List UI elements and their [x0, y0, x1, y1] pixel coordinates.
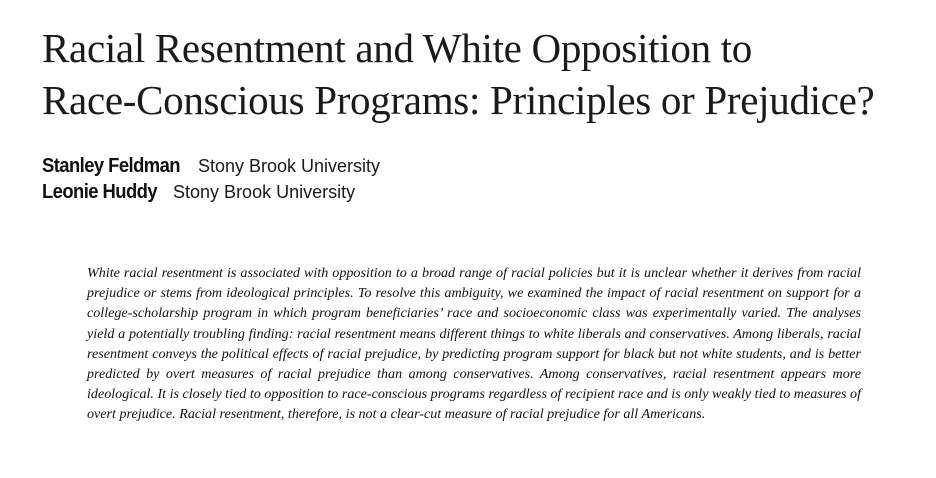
author-entry — [42, 181, 642, 207]
paper-title — [42, 22, 902, 126]
author-list — [42, 155, 642, 207]
paper-title-line-1: Racial Resentment and White Opposition to — [42, 25, 753, 71]
paper-title-line-2: Race-Conscious Programs: Principles or Prejudice? — [42, 77, 875, 123]
abstract-text: White racial resentment is associated with opposition to a broad range of racial policies but it is unclear whether it derives from racial prejudice or stems from ideological principles. To resolve this ambiguity, we examined the impact of racial resentment on support for a college-scholarship program in which program beneficiaries’ race and socioeconomic class was experimentally varied. The analyses yield a potentially troubling finding: racial resentment means different things to white liberals and conservatives. Among liberals, racial resentment conveys the political effects of racial prejudice, by predicting program support for black but not white students, and is better predicted by overt measures of racial prejudice than among conservatives. Among conservatives, racial resentment appears more ideological. It is closely tied to opposition to race-conscious programs regardless of recipient race and is only weakly tied to measures of overt prejudice. Racial resentment, therefore, is not a clear-cut measure of racial prejudice for all Americans. — [87, 265, 861, 423]
author-name: Leonie Huddy — [42, 181, 158, 203]
author-entry — [42, 155, 642, 181]
author-affiliation: Stony Brook University — [173, 182, 356, 202]
author-affiliation: Stony Brook University — [197, 156, 381, 176]
author-name: Stanley Feldman — [42, 155, 180, 177]
